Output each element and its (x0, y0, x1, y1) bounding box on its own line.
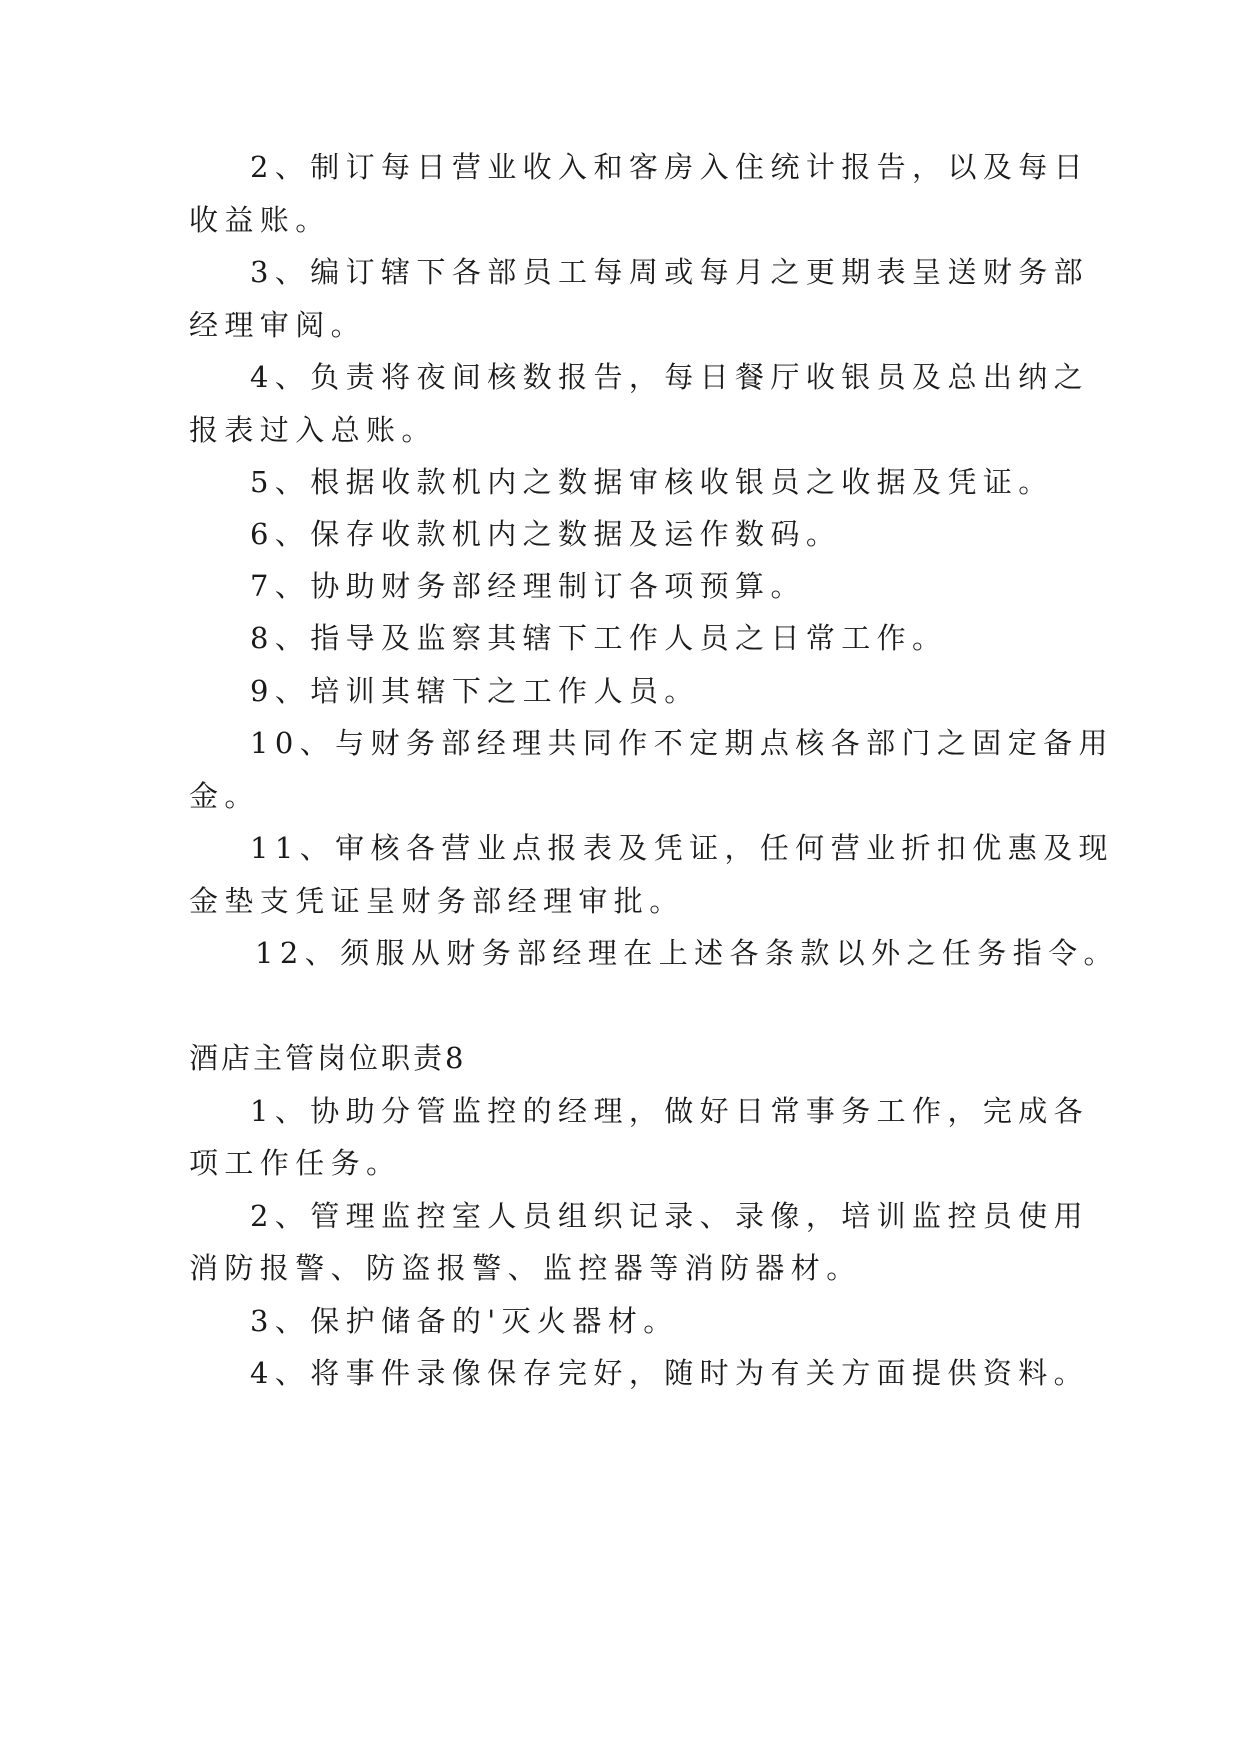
item-10-line-1: 10、与财务部经理共同作不定期点核各部门之固定备用 (250, 726, 1114, 760)
duty-3-line-1: 3、保护储备的'灭火器材。 (250, 1304, 679, 1338)
item-10-line-2: 金。 (189, 779, 260, 813)
item-3-line-2: 经理审阅。 (189, 308, 367, 342)
item-6-line-1: 6、保存收款机内之数据及运作数码。 (250, 517, 842, 551)
item-11-line-2: 金垫支凭证呈财务部经理审批。 (189, 884, 685, 918)
duty-1-line-1: 1、协助分管监控的经理，做好日常事务工作，完成各 (250, 1094, 1090, 1128)
item-11-line-1: 11、审核各营业点报表及凭证，任何营业折扣优惠及现 (250, 831, 1114, 865)
item-8-line-1: 8、指导及监察其辖下工作人员之日常工作。 (250, 621, 948, 655)
duty-1-line-2: 项工作任务。 (189, 1146, 402, 1180)
item-12-line-1: 12、须服从财务部经理在上述各条款以外之任务指令。 (255, 936, 1119, 970)
duty-2-line-1: 2、管理监控室人员组织记录、录像，培训监控员使用 (250, 1199, 1090, 1233)
item-2-line-1: 2、制订每日营业收入和客房入住统计报告，以及每日 (250, 150, 1090, 184)
item-4-line-1: 4、负责将夜间核数报告，每日餐厅收银员及总出纳之 (250, 360, 1090, 394)
item-3-line-1: 3、编订辖下各部员工每周或每月之更期表呈送财务部 (250, 255, 1090, 289)
duty-4-line-1: 4、将事件录像保存完好，随时为有关方面提供资料。 (250, 1356, 1090, 1390)
item-7-line-1: 7、协助财务部经理制订各项预算。 (250, 569, 806, 603)
section-title: 酒店主管岗位职责8 (189, 1041, 467, 1075)
item-9-line-1: 9、培训其辖下之工作人员。 (250, 674, 700, 708)
item-4-line-2: 报表过入总账。 (189, 413, 437, 447)
item-5-line-1: 5、根据收款机内之数据审核收银员之收据及凭证。 (250, 465, 1054, 499)
duty-2-line-2: 消防报警、防盗报警、监控器等消防器材。 (189, 1251, 862, 1285)
item-2-line-2: 收益账。 (189, 203, 331, 237)
